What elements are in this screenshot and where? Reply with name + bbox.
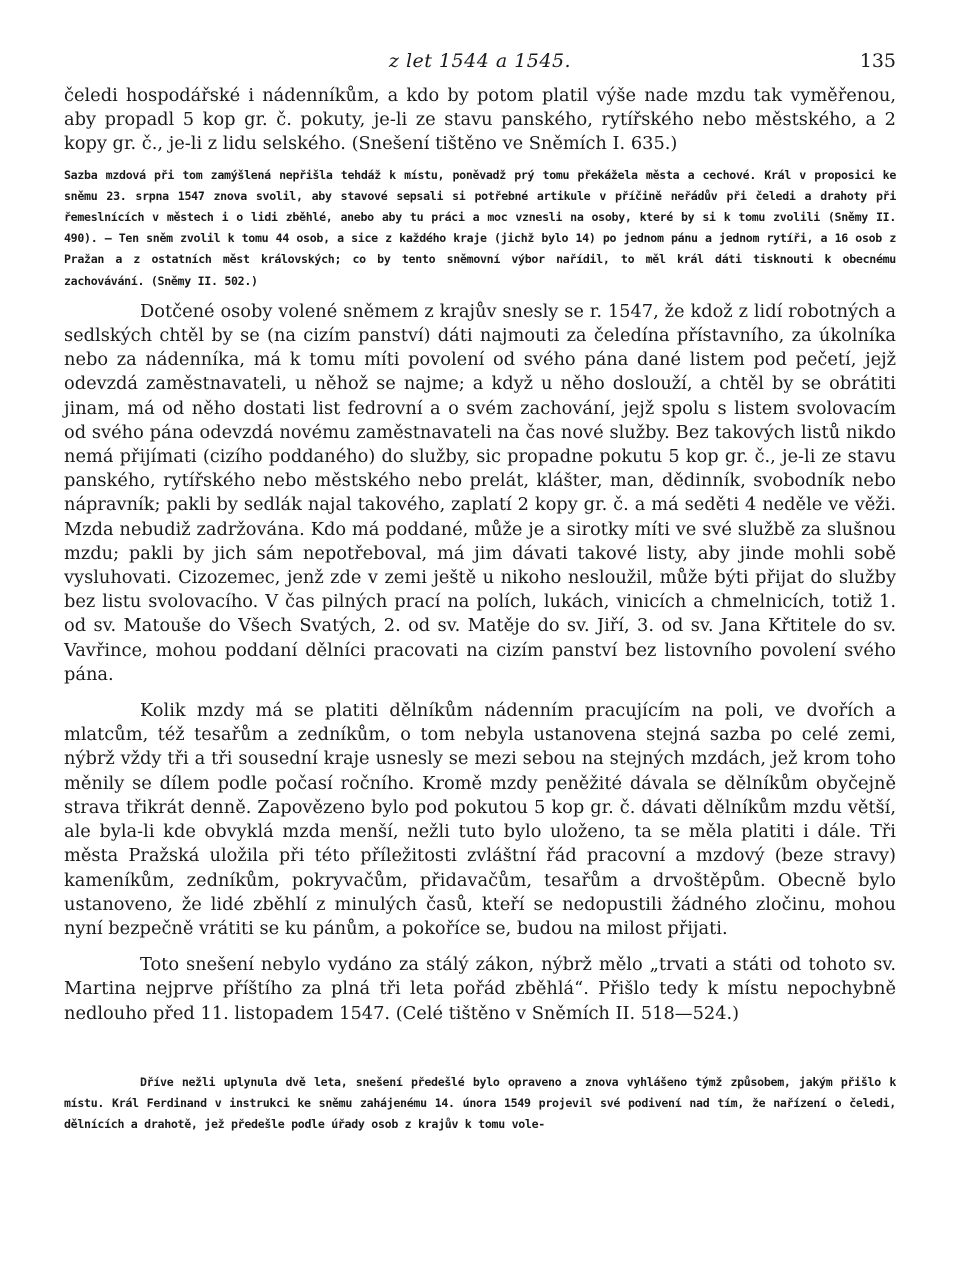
- page-number: 135: [859, 50, 896, 72]
- paragraph-decree-validity: Toto snešení nebylo vydáno za stálý zákon, nýbrž mělo „trvati a státi od tohoto sv. Martina nejprve příštího za plná tři leta pořád zběhlá“. Přišlo tedy k místu nepochybně nedlouho před 11. listopadem 1547. (Celé tištěno v Sněmích II. 518—524.): [64, 954, 896, 1024]
- running-title: z let 1544 a 1545.: [388, 50, 572, 72]
- paragraph-wage-regulation: Dotčené osoby volené sněmem z krajův snesly se r. 1547, že kdož z lidí robotných a sedlských chtěl by se (na cizím panství) dáti najmouti za čeledína přístavního, za úkolníka nebo za nádenníka, má k tomu míti povolení od svého pána dané listem pod pečetí, jejž odevzdá zaměstnavateli, u něhož se najme; a když u něho doslouží, a chtěl by se obrátiti jinam, má od něho dostati list fedrovní a o svém zachování, jejž spolu s listem svolovacím od svého pána odevzdá novému zaměstnavateli na čas nové služby. Bez takových listů nikdo nemá přijímati (cizího poddaného) do služby, sic propadne pokutu 5 kop gr. č., je-li ze stavu panského, rytířského nebo městského nebo prelát, klášter, man, dědinník, svobodník nebo nápravník; pakli by sedlák najal takového, zaplatí 2 kopy gr. č. a má seděti 4 neděle ve věži. Mzda nebudiž zadržována. Kdo má poddané, může je a sirotky míti ve své službě za slušnou mzdu; pakli by jich sám nepotřeboval, má jim dávati takové listy, aby jinde mohli sobě vysluhovati. Cizozemec, jenž zde v zemi ještě u nikoho nesloužil, může býti přijat do služby bez listu svolovacího. V čas pilných prací na polích, lukách, vinicích a chmelnicích, totiž 1. od sv. Matouše do Všech Svatých, 2. od sv. Matěje do sv. Jiří, 3. od sv. Jana Křtitele do sv. Vavřince, mohou poddaní dělníci pracovati na cizím panství bez listovního povolení svého pána.: [64, 300, 896, 685]
- paragraph-day-laborers: Kolik mzdy má se platiti dělníkům nádenním pracujícím na poli, ve dvořích a mlatcům, též tesařům a zedníkům, o tom nebyla ustanovena stejná sazba po celé zemi, nýbrž vždy tři a tři sousední kraje usnesly se mezi sebou na stejných mzdách, jež krom toho měnily se dílem podle počasí ročního. Kromě mzdy peněžité dávala se dělníkům obyčejně strava třikrát denně. Zapovězeno bylo pod pokutou 5 kop gr. č. dávati dělníkům mzdu větší, ale byla-li kde obvyklá mzda menší, nežli tuto bylo uloženo, ta se měla platiti i dále. Tři města Pražská uložila při této příležitosti zvláštní řád pracovní a mzdový (beze stravy) kameníkům, zedníkům, pokryvačům, přidavačům, tesařům a drvoštěpům. Obecně bylo ustanoveno, že lidé zběhlí z minulých časů, kteří se nedopustili žádného zločinu, mohou nyní bezpečně vrátiti se ku pánům, a pokoříce se, budou na milost přijati.: [64, 700, 896, 939]
- paragraph-continuation: čeledi hospodářské i nádenníkům, a kdo by potom platil výše nade mzdu tak vyměřenou, aby propadl 5 kop gr. č. pokuty, je-li ze stavu panského, rytířského nebo městského, a 2 kopy gr. č., je-li z lidu selského. (Snešení tištěno ve Sněmích I. 635.): [64, 85, 896, 155]
- book-page: [64, 44, 896, 1254]
- running-head: [64, 44, 896, 84]
- small-print-note: Sazba mzdová při tom zamýšlená nepřišla tehdáž k místu, poněvadž prý tomu překážela města a cechové. Král v proposici ke sněmu 23. srpna 1547 znova svolil, aby stavové sepsali si potřebné artikule v příčině neřádův při čeledi a drahoty při řemeslnících v městech i o lidi zběhlé, anebo aby tu práci a moc vznesli na osoby, které by si k tomu zvolili (Sněmy II. 490). — Ten sněm zvolil k tomu 44 osob, a sice z každého kraje (jichž bylo 14) po jednom pánu a jednom rytíři, a 16 osob z Pražan a z ostatních měst královských; co by tento sněmovní výbor nařídil, to měl král dáti tisknouti k obecnému zachovávání. (Sněmy II. 502.): [64, 167, 896, 288]
- small-print-continuation: Dříve nežli uplynula dvě leta, snešení předešlé bylo opraveno a znova vyhlášeno týmž způsobem, jakým přišlo k místu. Král Ferdinand v instrukci ke sněmu zahájenému 14. února 1549 projevil své podivení nad tím, že nařízení o čeledi, dělnících a drahotě, jež předešle podle úřady osob z krajův k tomu vole-: [64, 1074, 896, 1132]
